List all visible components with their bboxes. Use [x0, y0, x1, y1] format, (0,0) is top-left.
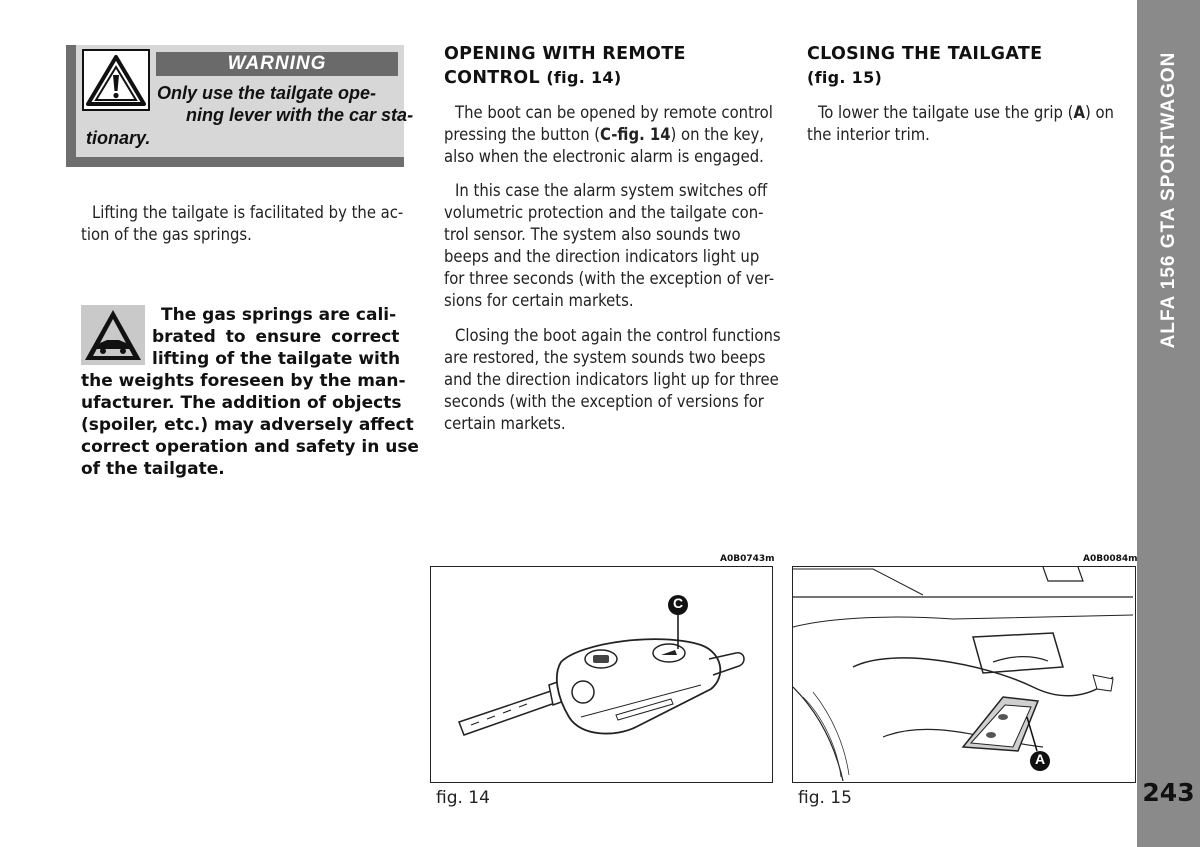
figure-15-tailgate-illustration — [792, 566, 1136, 783]
opening-p1-line-3: also when the electronic alarm is engaged. — [444, 147, 764, 166]
caution-line-7: correct operation and safety in use — [81, 437, 419, 457]
warning-line-1: Only use the tailgate ope- — [157, 83, 377, 103]
opening-paragraph-1 — [444, 102, 773, 168]
exclamation-triangle-icon — [82, 49, 150, 111]
opening-p2-line-6: sions for certain markets. — [444, 291, 634, 310]
opening-p3-line-5: certain markets. — [444, 414, 566, 433]
caution-line-1: The gas springs are cali- — [161, 305, 397, 325]
figure-14-code: A0B0743m — [720, 554, 775, 564]
warning-line-3: tionary. — [86, 128, 151, 148]
page-number: 243 — [1142, 778, 1195, 807]
caution-line-5: ufacturer. The addition of objects — [81, 393, 402, 413]
opening-p3-line-4: seconds (with the exception of versions for — [444, 392, 764, 411]
heading-closing-tailgate — [807, 42, 1127, 90]
caution-line-3: lifting of the tailgate with — [152, 349, 401, 369]
opening-p3-line-3: and the direction indicators light up for three — [444, 370, 779, 389]
heading-closing-line-1: CLOSING THE TAILGATE — [807, 44, 1043, 64]
figure-14-key-illustration — [430, 566, 773, 783]
warning-header: WARNING — [156, 52, 398, 76]
opening-paragraph-3 — [444, 325, 781, 435]
intro-line-2: tion of the gas springs. — [81, 225, 252, 244]
opening-paragraph-2 — [444, 180, 775, 312]
opening-p2-line-3: trol sensor. The system also sounds two — [444, 225, 741, 244]
intro-paragraph — [81, 202, 404, 246]
heading-opening-line-1: OPENING WITH REMOTE — [444, 44, 686, 64]
caution-line-6: (spoiler, etc.) may adversely affect — [81, 415, 414, 435]
side-tab-title-text: ALFA 156 GTA SPORTWAGON — [1157, 51, 1179, 349]
figure-14-label: C — [672, 595, 684, 611]
figure-15-code: A0B0084m — [1083, 554, 1138, 564]
remote-key-icon — [431, 567, 771, 781]
heading-opening-line-2: CONTROL — [444, 68, 540, 88]
opening-p1-line-2-post: ) on the key, — [670, 125, 764, 144]
warning-line-2: ning lever with the car sta- — [186, 105, 414, 125]
opening-p3-line-2: are restored, the system sounds two beeps — [444, 348, 766, 367]
caution-line-4: the weights foreseen by the man- — [81, 371, 406, 391]
heading-opening-ref: (fig. 14) — [546, 68, 622, 87]
figure-15-label: A — [1034, 751, 1046, 767]
closing-paragraph — [807, 102, 1127, 146]
heading-closing-ref: (fig. 15) — [807, 68, 883, 87]
opening-p2-line-1: In this case the alarm system switches off — [455, 181, 768, 200]
heading-opening-remote — [444, 42, 774, 90]
intro-line-1: Lifting the tailgate is facilitated by the ac- — [92, 203, 404, 222]
opening-p1-line-1: The boot can be opened by remote control — [455, 103, 773, 122]
closing-line-2: the interior trim. — [807, 125, 930, 144]
opening-p1-line-2-pre: pressing the button ( — [444, 125, 600, 144]
figure-15-caption: fig. 15 — [798, 788, 852, 808]
tailgate-grip-icon — [793, 567, 1134, 781]
opening-p2-line-5: for three seconds (with the exception of ver- — [444, 269, 775, 288]
caution-line-2: brated to ensure correct — [152, 327, 400, 347]
closing-line-1-pre: To lower the tailgate use the grip ( — [818, 103, 1074, 122]
opening-p2-line-2: volumetric protection and the tailgate con- — [444, 203, 764, 222]
caution-note — [81, 304, 419, 480]
button-reference: C-fig. 14 — [600, 125, 671, 144]
figure-14-caption: fig. 14 — [436, 788, 490, 808]
closing-line-1-post: ) on — [1084, 103, 1114, 122]
opening-p3-line-1: Closing the boot again the control functions — [455, 326, 781, 345]
grip-reference: A — [1073, 103, 1085, 122]
caution-line-8: of the tailgate. — [81, 459, 225, 479]
opening-p2-line-4: beeps and the direction indicators light up — [444, 247, 760, 266]
side-tab-title — [1137, 0, 1200, 847]
